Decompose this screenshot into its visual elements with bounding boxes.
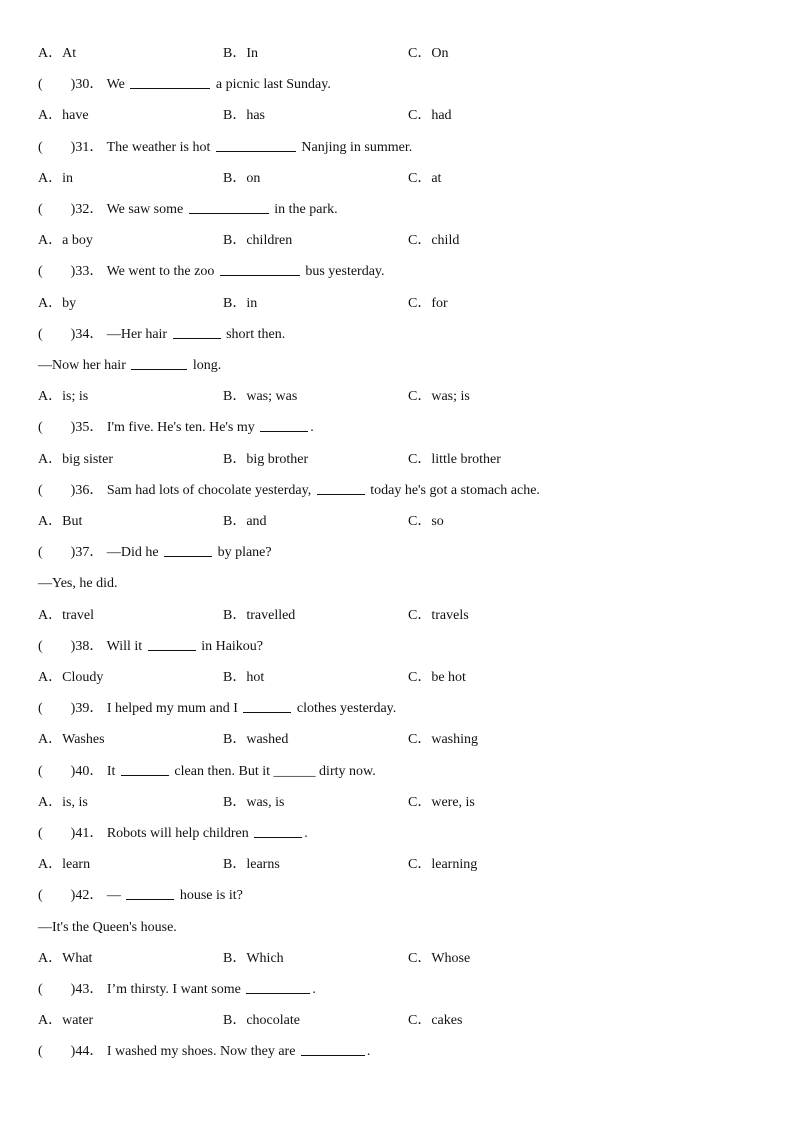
question-row (38, 885, 243, 907)
option-a: A．Washes (38, 732, 105, 748)
question-text-after: a picnic last Sunday. (212, 77, 331, 93)
answer-paren: ( (38, 638, 43, 654)
question-text-before: It (106, 763, 119, 779)
close-paren: ) (70, 763, 76, 779)
blank-line[interactable] (121, 761, 169, 776)
option-a: A．have (38, 108, 89, 124)
option-b: B．big brother (223, 451, 309, 467)
option-a: A．by (38, 295, 77, 311)
question-text-before: I helped my mum and I (106, 701, 242, 717)
close-paren: ) (70, 139, 76, 155)
close-paren: ) (70, 1044, 76, 1060)
answer-paren: ( (38, 326, 43, 342)
option-a: A．Cloudy (38, 670, 104, 685)
question-row (38, 823, 308, 845)
question-text-after: house is it? (176, 888, 243, 904)
question-text-before: The weather is hot (106, 139, 214, 155)
question-text-before: We saw some (106, 202, 187, 217)
close-paren: ) (70, 482, 76, 498)
answer-paren: ( (38, 77, 43, 93)
question-row (38, 636, 263, 658)
option-a: A．water (38, 1013, 94, 1029)
option-c: C．at (408, 170, 442, 186)
answer-paren: ( (38, 982, 43, 997)
option-b: B．and (223, 514, 267, 529)
blank-line[interactable] (254, 823, 302, 838)
question-row (38, 480, 540, 502)
question-text-before: We (106, 77, 129, 93)
answer-paren: ( (38, 545, 43, 561)
question-row (38, 261, 385, 283)
dialogue-line (38, 355, 221, 377)
blank-line[interactable] (126, 885, 174, 900)
blank-line[interactable] (243, 698, 291, 713)
blank-line[interactable] (164, 542, 212, 557)
blank-line[interactable] (317, 480, 365, 495)
question-text-before: —Did he (106, 545, 163, 561)
question-number: 33． (75, 264, 104, 280)
close-paren: ) (70, 982, 76, 997)
question-number: 30． (75, 77, 104, 93)
option-c: C．was; is (408, 389, 470, 405)
question-text-after: Nanjing in summer. (297, 139, 413, 155)
question-number: 35． (75, 420, 104, 436)
close-paren: ) (70, 264, 76, 280)
blank-line[interactable] (130, 74, 210, 89)
option-a: A．big sister (38, 451, 114, 467)
answer-paren: ( (38, 763, 43, 779)
option-a: A．in (38, 170, 73, 186)
option-b: B．was; was (223, 389, 298, 405)
question-number: 37． (75, 545, 104, 561)
question-number: 32． (75, 202, 104, 217)
blank-line[interactable] (216, 137, 296, 152)
question-number: 31． (75, 139, 104, 155)
question-text-before: Sam had lots of chocolate yesterday, (106, 482, 315, 498)
question-text-after: . (366, 1044, 371, 1060)
answer-paren: ( (38, 264, 43, 280)
option-b: B．travelled (223, 607, 296, 623)
question-text-before: —It's the Queen's house. (38, 919, 177, 935)
blank-line[interactable] (220, 261, 300, 276)
option-a: A．learn (38, 857, 91, 873)
option-a: A．a boy (38, 233, 93, 249)
question-text-before: Robots will help children (106, 826, 253, 841)
question-text-before: — (106, 888, 125, 904)
option-c: C．child (408, 233, 460, 249)
close-paren: ) (70, 888, 76, 904)
question-text-before: —Her hair (106, 326, 171, 342)
option-b: B．In (223, 46, 258, 61)
question-text-after: long. (189, 358, 222, 373)
close-paren: ) (70, 545, 76, 561)
question-row (38, 417, 314, 439)
blank-line[interactable] (246, 979, 310, 994)
close-paren: ) (70, 77, 76, 93)
option-c: C．little brother (408, 451, 501, 467)
question-row (38, 324, 285, 346)
close-paren: ) (70, 202, 76, 217)
question-text-after: in the park. (270, 202, 338, 217)
question-number: 36． (75, 482, 104, 498)
question-row (38, 698, 396, 720)
question-row (38, 199, 338, 221)
question-text-before: Will it (106, 638, 146, 654)
blank-line[interactable] (148, 636, 196, 651)
question-row (38, 979, 316, 1001)
option-b: B．on (223, 170, 261, 186)
close-paren: ) (70, 420, 76, 436)
question-row (38, 761, 376, 783)
option-b: B．has (223, 108, 265, 124)
question-number: 39． (75, 701, 104, 717)
blank-line[interactable] (189, 199, 269, 214)
close-paren: ) (70, 638, 76, 654)
option-c: C．be hot (408, 670, 466, 685)
question-number: 44． (75, 1044, 104, 1060)
question-text-after: bus yesterday. (301, 264, 385, 280)
question-row (38, 74, 331, 96)
option-b: B．hot (223, 670, 265, 685)
question-text-after: today he's got a stomach ache. (366, 482, 540, 498)
question-text-before: We went to the zoo (106, 264, 218, 280)
answer-paren: ( (38, 888, 43, 904)
question-text-before: I'm five. He's ten. He's my (106, 420, 259, 436)
question-row (38, 1041, 370, 1063)
question-number: 40． (75, 763, 104, 779)
question-text-after: . (312, 982, 316, 997)
blank-line[interactable] (301, 1041, 365, 1056)
option-a: A．is, is (38, 794, 88, 810)
option-c: C．had (408, 108, 452, 124)
option-b: B．washed (223, 732, 289, 748)
question-number: 41． (75, 826, 104, 841)
option-c: C．were, is (408, 794, 475, 810)
question-number: 38． (75, 638, 104, 654)
question-number: 43． (75, 982, 104, 997)
question-text-after: clothes yesterday. (293, 701, 397, 717)
option-c: C．On (408, 46, 449, 61)
question-row (38, 542, 272, 564)
question-text-after: . (310, 420, 314, 436)
option-c: C．for (408, 295, 448, 311)
dialogue-line (38, 917, 177, 939)
option-b: B．learns (223, 857, 280, 873)
option-a: A．is; is (38, 389, 89, 405)
option-c: C．washing (408, 732, 478, 748)
question-text-before: —Now her hair (38, 358, 130, 373)
dialogue-line (38, 573, 117, 595)
question-row (38, 137, 412, 159)
option-b: B．chocolate (223, 1013, 300, 1029)
option-c: C．cakes (408, 1013, 463, 1029)
option-a: A．But (38, 514, 83, 529)
question-text-after: clean then. But it ______ dirty now. (170, 763, 376, 779)
question-text-after: by plane? (214, 545, 272, 561)
question-text-before: I washed my shoes. Now they are (106, 1044, 299, 1060)
option-c: C．so (408, 514, 444, 529)
option-a: A．What (38, 950, 93, 966)
close-paren: ) (70, 326, 76, 342)
close-paren: ) (70, 701, 76, 717)
answer-paren: ( (38, 1044, 43, 1060)
answer-paren: ( (38, 482, 43, 498)
option-b: B．Which (223, 950, 284, 966)
option-a: A．travel (38, 607, 94, 623)
question-number: 34． (75, 326, 104, 342)
option-b: B．children (223, 233, 293, 249)
option-b: B．was, is (223, 794, 285, 810)
blank-line[interactable] (260, 417, 308, 432)
close-paren: ) (70, 826, 76, 841)
question-text-after: in Haikou? (197, 638, 264, 654)
question-text-before: —Yes, he did. (38, 576, 118, 592)
option-c: C．learning (408, 857, 478, 873)
question-text-after: short then. (222, 326, 286, 342)
answer-paren: ( (38, 420, 43, 436)
option-b: B．in (223, 295, 258, 311)
question-text-before: I’m thirsty. I want some (106, 982, 245, 997)
option-c: C．travels (408, 607, 469, 623)
option-a: A．At (38, 46, 77, 61)
question-number: 42． (75, 888, 104, 904)
option-c: C．Whose (408, 950, 471, 966)
blank-line[interactable] (131, 355, 187, 370)
answer-paren: ( (38, 826, 43, 841)
question-text-after: . (304, 826, 308, 841)
blank-line[interactable] (173, 324, 221, 339)
answer-paren: ( (38, 139, 43, 155)
answer-paren: ( (38, 701, 43, 717)
answer-paren: ( (38, 202, 43, 217)
